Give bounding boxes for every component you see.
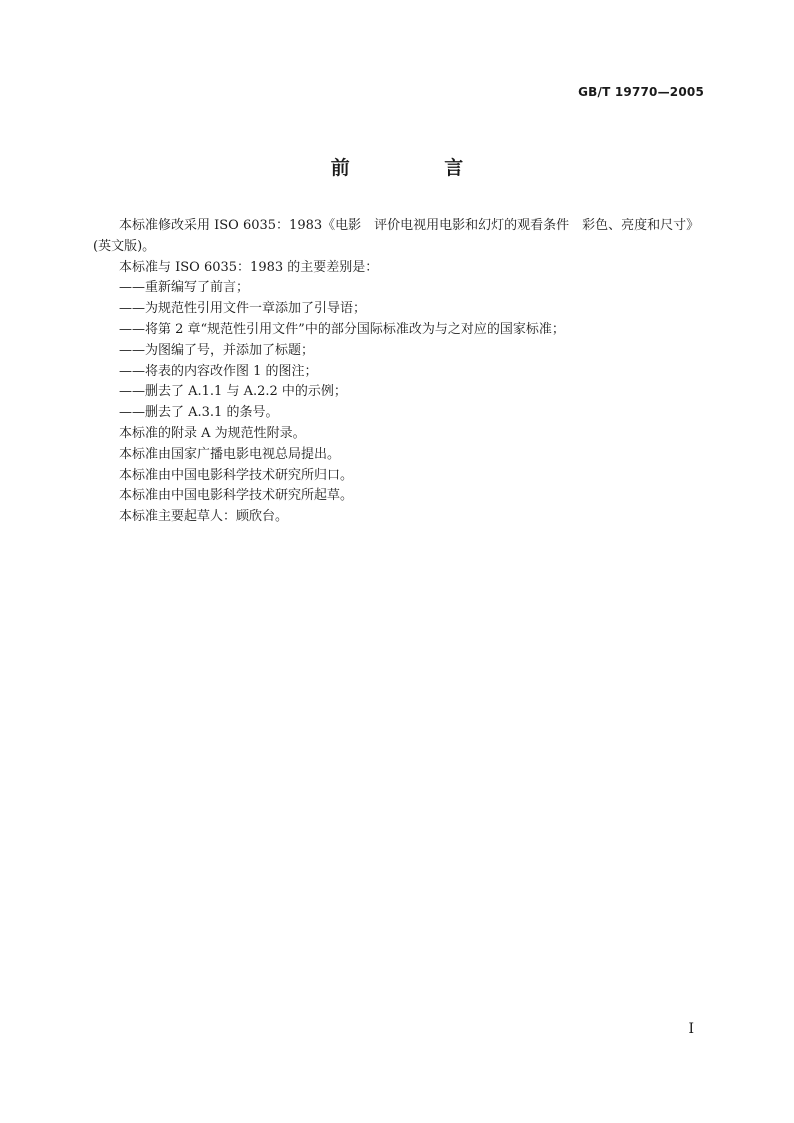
page-title: 前 言 bbox=[330, 157, 508, 179]
difference-item: ——删去了 A.1.1 与 A.2.2 中的示例； bbox=[119, 384, 347, 400]
difference-item: ——重新编写了前言； bbox=[119, 280, 250, 296]
page-number: I bbox=[688, 1021, 694, 1037]
difference-item: ——将表的内容改作图 1 的图注； bbox=[119, 363, 318, 379]
intro-paragraph: 本标准修改采用 ISO 6035：1983《电影 评价电视用电影和幻灯的观看条件 彩色、亮度和尺寸》(英文版)。 bbox=[93, 218, 700, 254]
proposer-statement: 本标准由国家广播电影电视总局提出。 bbox=[119, 446, 341, 462]
foreword-body bbox=[93, 216, 709, 528]
centralized-unit-statement: 本标准由中国电影科学技术研究所归口。 bbox=[119, 467, 354, 483]
difference-item: ——删去了 A.3.1 的条号。 bbox=[119, 405, 279, 421]
standard-number: GB/T 19770—2005 bbox=[578, 85, 704, 99]
drafters-statement: 本标准主要起草人：顾欣台。 bbox=[119, 509, 289, 525]
difference-item: ——为图编了号，并添加了标题； bbox=[119, 342, 315, 358]
drafting-unit-statement: 本标准由中国电影科学技术研究所起草。 bbox=[119, 488, 354, 504]
differences-intro: 本标准与 ISO 6035：1983 的主要差别是： bbox=[119, 259, 379, 275]
difference-item: ——将第 2 章“规范性引用文件”中的部分国际标准改为与之对应的国家标准； bbox=[119, 321, 565, 337]
annex-statement: 本标准的附录 A 为规范性附录。 bbox=[119, 425, 306, 441]
difference-item: ——为规范性引用文件一章添加了引导语； bbox=[119, 301, 367, 317]
